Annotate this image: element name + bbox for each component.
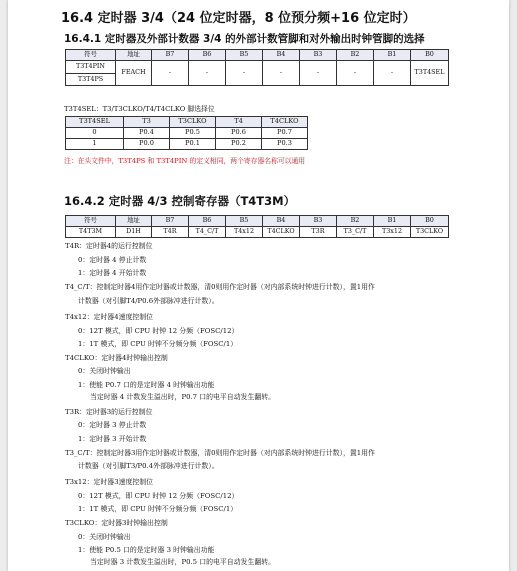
document-page	[8, 0, 509, 571]
bit-cell: -	[152, 61, 189, 86]
symbol-cell	[66, 61, 116, 86]
header-cell: 地址	[116, 50, 152, 61]
header-cell: T3CLKO	[170, 117, 216, 128]
table-cell: T3R	[300, 227, 337, 238]
header-cell: B3	[300, 216, 337, 227]
table-cell: P0.3	[262, 139, 308, 150]
bit-heading: T4_C/T：控制定时器4用作定时器或计数器，清0则用作定时器（对内部系统时钟进行计数），置1用作	[65, 283, 375, 291]
header-cell: T3	[124, 117, 170, 128]
subsection-title-16-4-2: 16.4.2 定时器 4/3 控制寄存器（T4T3M）	[64, 194, 296, 208]
bit-cell-b0: T3T4SEL	[411, 61, 449, 86]
table-cell: T3CLKO	[411, 227, 449, 238]
bit-heading: T3R：定时器3的运行控制位	[65, 408, 153, 416]
bit-value: 1：定时器 4 开始计数	[78, 269, 147, 277]
symbol-name-primary: T3T4PIN	[75, 62, 106, 71]
header-cell: T4CLKO	[262, 117, 308, 128]
table-cell: 0	[66, 128, 124, 139]
register-header-row	[66, 50, 449, 61]
header-cell: B0	[411, 216, 449, 227]
subsection-title-16-4-1: 16.4.1 定时器及外部计数器 3/4 的外部计数管脚和对外输出时钟管脚的选择	[64, 33, 425, 45]
bit-value: 1：定时器 3 开始计数	[78, 435, 147, 443]
header-cell: B3	[300, 50, 337, 61]
header-cell: B1	[374, 216, 411, 227]
table-cell: T4x12	[226, 227, 263, 238]
bit-heading: T3x12：定时器3速度控制位	[65, 478, 154, 486]
header-cell: B6	[189, 216, 226, 227]
header-cell: B7	[152, 50, 189, 61]
bit-heading: T3_C/T：控制定时器3用作定时器或计数器，清0则用作定时器（对内部系统时钟进行计数），置1用作	[65, 449, 375, 457]
header-cell: B1	[374, 50, 411, 61]
table-cell: T4CLKO	[263, 227, 300, 238]
bit-text: 计数器（对引脚T3/P0.4外部脉冲进行计数）。	[78, 462, 219, 470]
header-cell: B4	[263, 216, 300, 227]
table-cell: P0.4	[124, 128, 170, 139]
header-cell: 符号	[66, 216, 116, 227]
table-cell: T4R	[152, 227, 189, 238]
bit-value: 1：使能 P0.7 口的是定时器 4 时钟输出功能	[78, 381, 215, 389]
table-cell: P0.0	[124, 139, 170, 150]
bit-value: 0：定时器 4 停止计数	[78, 256, 147, 264]
header-cell: B2	[337, 216, 374, 227]
table-cell: P0.6	[216, 128, 262, 139]
bit-text: 当定时器 3 计数发生溢出时，P0.5 口的电平自动发生翻转。	[90, 558, 276, 566]
table-cell: P0.1	[170, 139, 216, 150]
header-cell: B6	[189, 50, 226, 61]
red-note: 注：在头文件中，T3T4PS 和 T3T4PIN 的定义相同，两个寄存器名称可以通用	[64, 157, 306, 165]
header-cell: B5	[226, 50, 263, 61]
bit-cell: -	[337, 61, 374, 86]
register-row	[66, 227, 449, 238]
table-cell: P0.2	[216, 139, 262, 150]
table-cell: T4T3M	[66, 227, 116, 238]
table-cell: P0.7	[262, 128, 308, 139]
bit-value: 0：12T 模式，即 CPU 时钟 12 分频（FOSC/12）	[78, 327, 239, 335]
register-table-t4t3m	[65, 215, 449, 238]
table-row	[66, 139, 308, 150]
bit-cell: -	[300, 61, 337, 86]
bit-heading: T4CLKO：定时器4时钟输出控制	[65, 354, 168, 362]
pin-select-header-row	[66, 117, 308, 128]
select-bit-caption: T3T4SEL：T3/T3CLKO/T4/T4CLKO 脚选择位	[64, 105, 215, 113]
bit-value: 1：1T 模式，即 CPU 时钟不分频分频（FOSC/1）	[78, 340, 238, 348]
bit-cell: -	[263, 61, 300, 86]
header-cell: T3T4SEL	[66, 117, 124, 128]
table-cell: T3x12	[374, 227, 411, 238]
address-cell: FEACH	[116, 61, 152, 86]
header-cell: B5	[226, 216, 263, 227]
bit-heading: T3CLKO：定时器3时钟输出控制	[65, 519, 168, 527]
table-cell: 1	[66, 139, 124, 150]
header-cell: 符号	[66, 50, 116, 61]
bit-value: 1：使能 P0.5 口的是定时器 3 时钟输出功能	[78, 546, 215, 554]
header-cell: B0	[411, 50, 449, 61]
header-cell: T4	[216, 117, 262, 128]
bit-cell: -	[189, 61, 226, 86]
register-table-t3t4pin	[65, 49, 449, 86]
pin-select-table	[65, 116, 308, 150]
bit-heading: T4R：定时器4的运行控制位	[65, 242, 153, 250]
bit-text: 计数器（对引脚T4/P0.6外部脉冲进行计数）。	[78, 297, 219, 305]
bit-cell: -	[374, 61, 411, 86]
register-header-row	[66, 216, 449, 227]
table-cell: D1H	[116, 227, 152, 238]
bit-heading: T4x12：定时器4速度控制位	[65, 313, 154, 321]
register-row	[66, 61, 449, 86]
header-cell: B2	[337, 50, 374, 61]
table-cell: T3_C/T	[337, 227, 374, 238]
header-cell: B4	[263, 50, 300, 61]
bit-value: 1：1T 模式，即 CPU 时钟不分频分频（FOSC/1）	[78, 505, 238, 513]
bit-text: 当定时器 4 计数发生溢出时，P0.7 口的电平自动发生翻转。	[90, 393, 276, 401]
bit-cell: -	[226, 61, 263, 86]
header-cell: B7	[152, 216, 189, 227]
header-cell: 地址	[116, 216, 152, 227]
table-cell: P0.5	[170, 128, 216, 139]
symbol-name-alias: T3T4PS	[66, 73, 116, 83]
table-row	[66, 128, 308, 139]
bit-value: 0：12T 模式，即 CPU 时钟 12 分频（FOSC/12）	[78, 492, 239, 500]
table-cell: T4_C/T	[189, 227, 226, 238]
bit-value: 0：关闭时钟输出	[78, 533, 131, 541]
bit-value: 0：关闭时钟输出	[78, 367, 131, 375]
section-title: 16.4 定时器 3/4（24 位定时器，8 位预分频+16 位定时）	[61, 11, 416, 26]
bit-value: 0：定时器 3 停止计数	[78, 421, 147, 429]
